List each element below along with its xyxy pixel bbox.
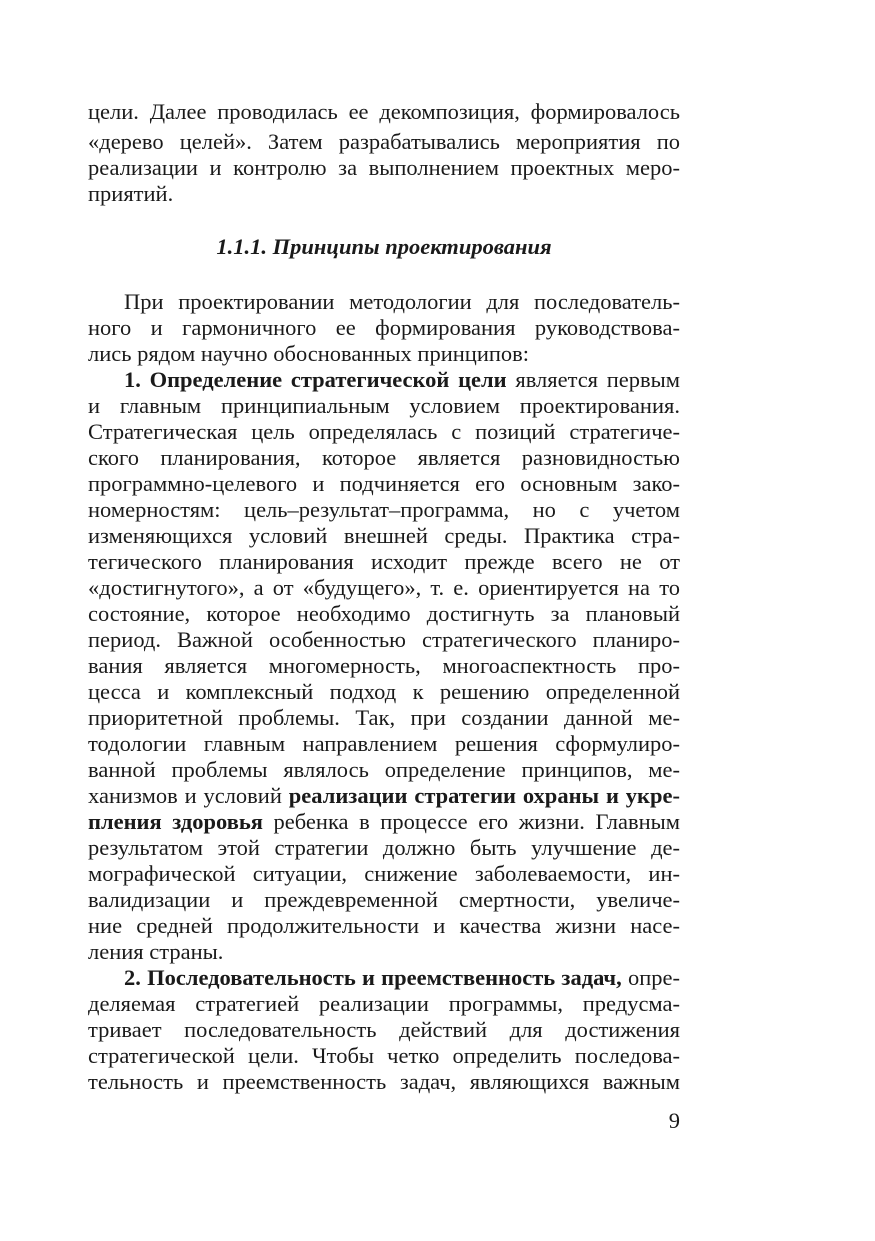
intro-line: реализации и контролю за выполнением проектных меро-: [88, 155, 680, 180]
item1-line: вания является многомерность, многоаспектность про-: [88, 653, 680, 678]
item1-line: состояние, которое необходимо достигнуть за плановый: [88, 601, 680, 626]
item2-first-line: [124, 964, 680, 992]
item1-line: тегического планирования исходит прежде всего не от: [88, 549, 680, 574]
item1-mech-text: ханизмов и условий: [88, 783, 289, 808]
item1-line: приоритетной проблемы. Так, при создании данной ме-: [88, 705, 680, 730]
intro-line: «дерево целей». Затем разрабатывались мероприятия по: [88, 129, 680, 154]
item1-line: изменяющихся условий внешней среды. Практика стра-: [88, 523, 680, 548]
item1-line: тодологии главным направлением решения сформулиро-: [88, 731, 680, 756]
item1-line: и главным принципиальным условием проектирования.: [88, 393, 680, 418]
item1-health-line: [88, 808, 680, 836]
item2-line: тельность и преемственность задач, являющихся важным: [88, 1069, 680, 1094]
item1-line: Стратегическая цель определялась с позиций стратегиче-: [88, 419, 680, 444]
item1-line: цесса и комплексный подход к решению определенной: [88, 679, 680, 704]
section-heading: 1.1.1. Принципы проектирования: [216, 234, 552, 259]
item1-line: ванной проблемы являлось определение принципов, ме-: [88, 757, 680, 782]
paragraph-line: При проектировании методологии для последователь-: [124, 289, 680, 314]
item1-first-line: [124, 366, 680, 394]
item1-line1-rest: является первым: [506, 367, 680, 392]
paragraph-line: лись рядом научно обоснованных принципов:: [88, 341, 530, 366]
item1-health-text: ребенка в процессе его жизни. Главным: [262, 809, 680, 834]
item2-title: 2. Последовательность и преемственность задач,: [124, 965, 622, 990]
paragraph-line: ного и гармоничного ее формирования руководствова-: [88, 315, 680, 340]
item1-mechanisms-line: [88, 782, 680, 810]
item1-line: номерностям: цель–результат–программа, но с учетом: [88, 497, 680, 522]
item2-line: тривает последовательность действий для достижения: [88, 1017, 680, 1042]
item1-line: мографической ситуации, снижение заболеваемости, ин-: [88, 861, 680, 886]
intro-line: приятий.: [88, 181, 174, 206]
page-number: 9: [668, 1108, 680, 1133]
item1-line: программно-целевого и подчиняется его основным зако-: [88, 471, 680, 496]
intro-line: цели. Далее проводилась ее декомпозиция, формировалось: [88, 99, 680, 124]
item1-title: 1. Определение стратегической цели: [124, 367, 507, 392]
item1-line: «достигнутого», а от «будущего», т. е. ориентируется на то: [88, 575, 680, 600]
item2-line: деляемая стратегией реализации программы, предусма-: [88, 991, 680, 1016]
item1-health-bold: пления здоровья: [88, 809, 263, 834]
item1-line: валидизации и преждевременной смертности, увеличе-: [88, 887, 680, 912]
item1-mech-bold: реализации стратегии охраны и укре-: [288, 783, 680, 808]
item1-line: ние средней продолжительности и качества жизни насе-: [88, 913, 680, 938]
item2-line: стратегической цели. Чтобы четко определить последова-: [88, 1043, 680, 1068]
item1-line: результатом этой стратегии должно быть улучшение де-: [88, 835, 680, 860]
item1-line: период. Важной особенностью стратегического планиро-: [88, 627, 680, 652]
item1-line: ления страны.: [88, 939, 224, 964]
item1-line: ского планирования, которое является разновидностью: [88, 445, 680, 470]
item2-line1-rest: опре-: [621, 965, 680, 990]
